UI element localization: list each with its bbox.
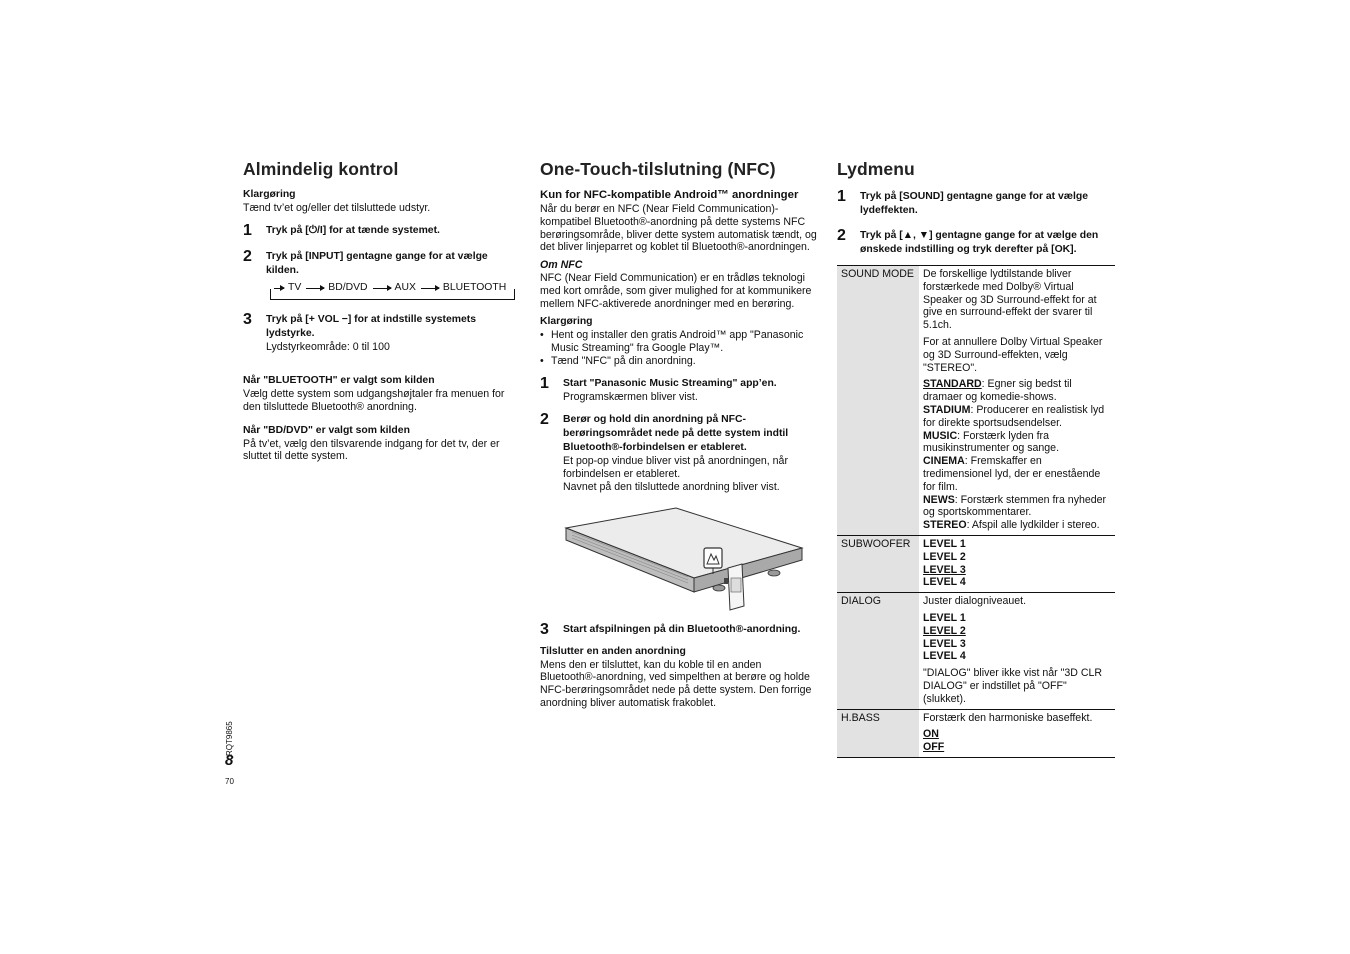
list-item: LEVEL 1: [923, 611, 966, 624]
column-sound-menu: [837, 157, 1115, 758]
step-text: Tryk på [SOUND] gentagne gange for at vælge lydeffekten.: [860, 191, 1089, 216]
step-text: Tryk på [INPUT] gentagne gange for at vælge kilden.: [266, 250, 488, 276]
column-general-control: [243, 157, 523, 463]
prep-text: Tænd tv’et og/eller det tilsluttede udstyr.: [243, 201, 431, 214]
table-key: SUBWOOFER: [837, 535, 919, 592]
about-nfc-heading: Om NFC: [540, 259, 583, 272]
list-item: MUSIC: Forstærk lyden fra musikinstrumenter og sange.: [923, 429, 1060, 455]
step-1: [540, 376, 820, 404]
bluetooth-text: Vælg dette system som udgangshøjtaler fra menuen for den tilsluttede Bluetooth® anordning.: [243, 388, 505, 413]
bddvd-heading: Når "BD/DVD" er valgt som kilden: [243, 424, 410, 436]
sound-mode-desc: De forskellige lydtilstande bliver forstærkede med Dolby® Virtual Speaker og 3D Surround-effekt for at give en surround-effekt der svarer til 5.1ch.: [923, 268, 1097, 332]
table-row: [837, 709, 1115, 757]
step-text: Berør og hold din anordning på NFC-berøringsområdet nede på dette system indtil Bluetooth®-forbindelsen er etableret.: [563, 414, 789, 454]
prep-heading: Klargøring: [243, 189, 296, 200]
flow-item: BLUETOOTH: [442, 282, 507, 294]
list-item: STEREO: Afspil alle lydkilder i stereo.: [923, 519, 1100, 532]
table-value: [919, 535, 1115, 592]
list-item: CINEMA: Fremskaffer en tredimensionel lyd, der er enestående for film.: [923, 455, 1101, 493]
list-item: LEVEL 4: [923, 576, 966, 589]
step-number: 2: [243, 247, 252, 265]
list-item: • Tænd "NFC" på din anordning.: [540, 355, 820, 368]
other-device-text: Mens den er tilsluttet, kan du koble til en anden Bluetooth®-anordning, ved simpelthen at berøre og holde NFC-berøringsområdet nede på dette system. Den forrige anordning bliver automatisk frakoblet.: [540, 658, 812, 709]
arrow-right-icon: [274, 288, 284, 289]
model-number-text: RQT9865: [225, 721, 234, 756]
step-1: [837, 189, 1115, 218]
step-number: 2: [837, 227, 846, 244]
step-text: Tryk på [▲, ▼] gentagne gange for at vælge den ønskede indstilling og tryk derefter på [OK].: [860, 230, 1099, 255]
step-note: Navnet på den tilsluttede anordning bliver vist.: [563, 480, 780, 493]
step-number: 1: [243, 221, 252, 239]
step-2: [243, 249, 523, 278]
step-3: [243, 312, 523, 354]
arrow-right-icon: [421, 288, 439, 289]
page-number-small: 70: [225, 777, 234, 786]
sound-mode-cancel: For at annullere Dolby Virtual Speaker og 3D Surround-effekten, vælg "STEREO".: [923, 335, 1103, 374]
other-device-heading: Tilslutter en anden anordning: [540, 645, 686, 657]
dialog-desc: Juster dialogniveauet.: [923, 595, 1027, 608]
bluetooth-heading: Når "BLUETOOTH" er valgt som kilden: [243, 375, 435, 387]
hbass-desc: Forstærk den harmoniske baseffekt.: [923, 711, 1093, 724]
step-text: Tryk på [⏻/I] for at tænde systemet.: [266, 224, 440, 236]
flow-item: BD/DVD: [328, 282, 368, 294]
step-1: [243, 223, 523, 239]
list-item: LEVEL 2: [923, 550, 966, 563]
sound-menu-table: [837, 265, 1115, 758]
step-text: Tryk på [+ VOL −] for at indstille systemets lydstyrke.: [266, 313, 477, 339]
list-item: • Hent og installer den gratis Android™ app "Panasonic Music Streaming" fra Google Play™.: [540, 329, 820, 355]
step-number: 3: [243, 310, 252, 328]
table-key: H.BASS: [837, 709, 919, 757]
table-key: SOUND MODE: [837, 266, 919, 536]
table-value: [919, 709, 1115, 757]
step-number: 3: [540, 620, 549, 638]
input-cycle-diagram: [270, 282, 514, 304]
list-item: ON: [923, 728, 939, 741]
step-2: [837, 228, 1115, 257]
prep-heading: Klargøring: [540, 316, 593, 328]
list-item: LEVEL 2: [923, 624, 966, 637]
step-note: Lydstyrkeområde: 0 til 100: [266, 340, 390, 353]
step-number: 1: [837, 188, 846, 205]
subsection-title: Kun for NFC-kompatible Android™ anordninger: [540, 189, 799, 201]
page-number: 8: [225, 752, 234, 769]
list-item: LEVEL 3: [923, 637, 966, 650]
dialog-note: "DIALOG" bliver ikke vist når "3D CLR DIALOG" er indstillet på "OFF" (slukket).: [923, 667, 1103, 705]
arrow-right-icon: [373, 288, 391, 289]
flow-item: TV: [288, 282, 302, 294]
arrow-right-icon: [306, 288, 324, 289]
list-item: LEVEL 4: [923, 650, 966, 663]
step-text: Start "Panasonic Music Streaming" app’en.: [563, 377, 777, 389]
table-value: [919, 266, 1115, 536]
list-item: NEWS: Forstærk stemmen fra nyheder og sportskommentarer.: [923, 493, 1107, 519]
table-row: [837, 593, 1115, 709]
table-row: [837, 266, 1115, 536]
step-number: 2: [540, 411, 549, 429]
about-nfc-text: NFC (Near Field Communication) er en trådløs teknologi med kort område, som giver mulighed for at kommunikere mellem NFC-aktiverede anordninger med en berøring.: [540, 271, 812, 310]
step-3: [540, 622, 820, 638]
table-value: [919, 593, 1115, 709]
prep-list: [540, 329, 820, 367]
list-item: LEVEL 3: [923, 563, 966, 576]
list-item: STADIUM: Producerer en realistisk lyd for direkte sportsudsendelser.: [923, 403, 1105, 429]
intro-text: Når du berør en NFC (Near Field Communication)-kompatibel Bluetooth®-anordning på dette systems NFC berøringsområde, bliver dette system automatisk tændt, og det bliver linjeparret og koblet til Bluetooth®-anordningen.: [540, 203, 817, 254]
step-note: Programskærmen bliver vist.: [563, 390, 698, 403]
section-title: One-Touch-tilslutning (NFC): [540, 159, 776, 179]
table-key: DIALOG: [837, 593, 919, 709]
section-title: Lydmenu: [837, 159, 915, 179]
flow-item: AUX: [394, 282, 416, 294]
list-item: STANDARD: Egner sig bedst til dramaer og komedie-shows.: [923, 378, 1072, 404]
step-number: 1: [540, 374, 549, 392]
step-2: [540, 412, 820, 493]
bddvd-text: På tv’et, vælg den tilsvarende indgang for det tv, der er sluttet til dette system.: [243, 437, 500, 463]
step-note: Et pop-op vindue bliver vist på anordningen, når forbindelsen er etableret.: [563, 455, 788, 481]
mode-list: [923, 378, 1112, 532]
nfc-device-illustration: [564, 506, 804, 618]
step-text: Start afspilningen på din Bluetooth®-anordning.: [563, 623, 801, 635]
section-title: Almindelig kontrol: [243, 159, 399, 179]
list-item: OFF: [923, 741, 945, 754]
column-nfc: [540, 157, 820, 710]
table-row: [837, 535, 1115, 592]
list-item: LEVEL 1: [923, 537, 966, 550]
